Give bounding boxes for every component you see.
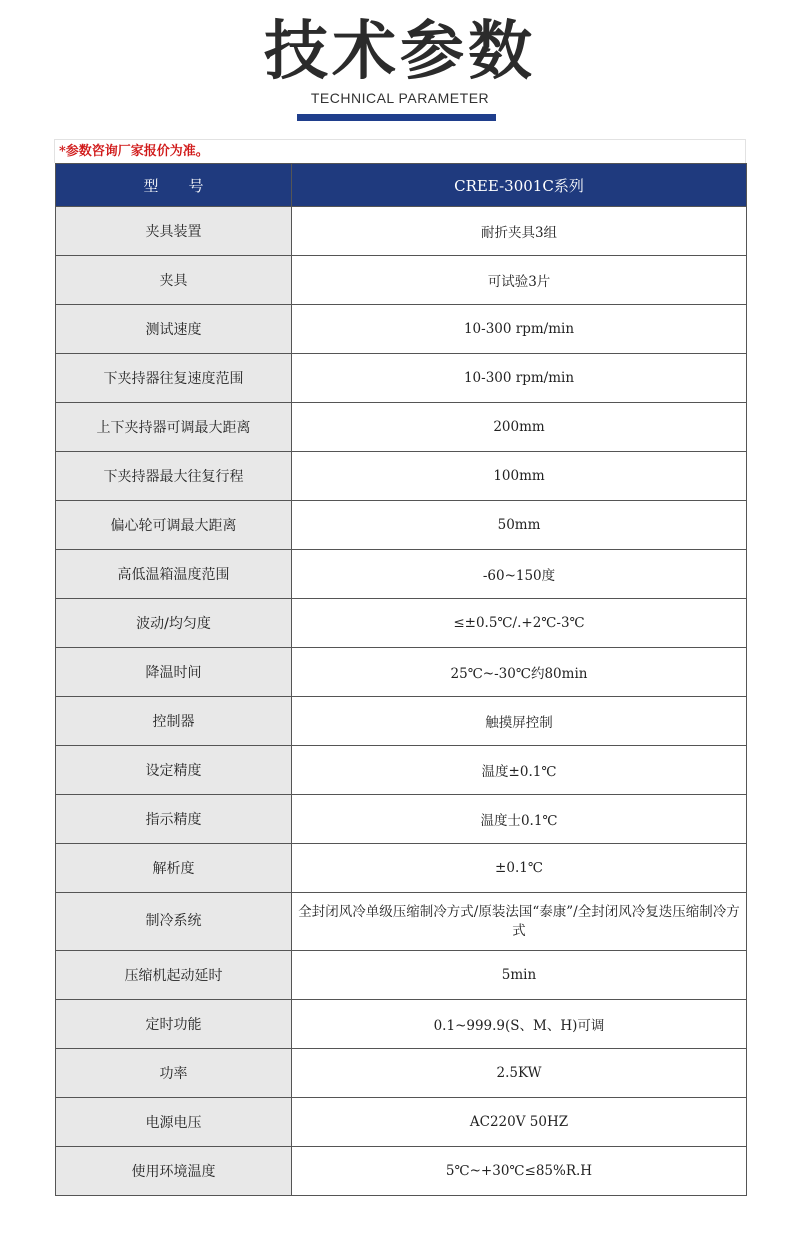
- table-row: [56, 746, 747, 795]
- table-row: [56, 951, 747, 1000]
- param-value: 5min: [292, 951, 747, 1000]
- param-value: 温度±0.1℃: [292, 746, 747, 795]
- header-key-cell: 型 号: [56, 164, 292, 207]
- table-row: [56, 1147, 747, 1196]
- param-name: 使用环境温度: [56, 1147, 292, 1196]
- param-name: 上下夹持器可调最大距离: [56, 403, 292, 452]
- param-value: 5℃~+30℃≤85%R.H: [292, 1147, 747, 1196]
- table-row: [56, 1098, 747, 1147]
- param-name: 测试速度: [56, 305, 292, 354]
- param-name: 解析度: [56, 844, 292, 893]
- param-name: 夹具装置: [56, 207, 292, 256]
- param-name: 降温时间: [56, 648, 292, 697]
- param-name: 设定精度: [56, 746, 292, 795]
- param-name: 制冷系统: [56, 893, 292, 951]
- table-row: [56, 403, 747, 452]
- price-note: *参数咨询厂家报价为准。: [59, 144, 209, 159]
- param-name: 指示精度: [56, 795, 292, 844]
- table-row: [56, 207, 747, 256]
- param-name: 电源电压: [56, 1098, 292, 1147]
- table-row: [56, 550, 747, 599]
- table-row: [56, 844, 747, 893]
- param-value: 25℃~-30℃约80min: [292, 648, 747, 697]
- param-name: 偏心轮可调最大距离: [56, 501, 292, 550]
- table-row: [56, 795, 747, 844]
- param-value: 温度士0.1℃: [292, 795, 747, 844]
- param-value: 2.5KW: [292, 1049, 747, 1098]
- param-value: -60~150度: [292, 550, 747, 599]
- table-row: [56, 256, 747, 305]
- table-row: [56, 305, 747, 354]
- table-row: [56, 354, 747, 403]
- param-name: 波动/均匀度: [56, 599, 292, 648]
- note-box: [54, 139, 746, 163]
- param-value: 0.1~999.9(S、M、H)可调: [292, 1000, 747, 1049]
- param-value: AC220V 50HZ: [292, 1098, 747, 1147]
- table-row: [56, 648, 747, 697]
- param-value: 全封闭风冷单级压缩制冷方式/原装法国“泰康”/全封闭风冷复迭压缩制冷方式: [292, 893, 747, 951]
- parameter-table: [55, 163, 747, 1196]
- param-value: 200mm: [292, 403, 747, 452]
- table-row: [56, 1049, 747, 1098]
- page-subtitle: TECHNICAL PARAMETER: [310, 90, 490, 106]
- param-name: 功率: [56, 1049, 292, 1098]
- param-name: 定时功能: [56, 1000, 292, 1049]
- table-row: [56, 501, 747, 550]
- page-title: 技术参数: [264, 15, 536, 89]
- table-header-row: [56, 164, 747, 207]
- param-value: 可试验3片: [292, 256, 747, 305]
- param-value: 50mm: [292, 501, 747, 550]
- param-name: 控制器: [56, 697, 292, 746]
- title-block: [0, 0, 800, 125]
- table-row: [56, 452, 747, 501]
- param-value: ±0.1℃: [292, 844, 747, 893]
- param-name: 下夹持器往复速度范围: [56, 354, 292, 403]
- param-value: 10-300 rpm/min: [292, 354, 747, 403]
- param-name: 高低温箱温度范围: [56, 550, 292, 599]
- table-row: [56, 599, 747, 648]
- table-row: [56, 697, 747, 746]
- param-name: 夹具: [56, 256, 292, 305]
- param-value: 触摸屏控制: [292, 697, 747, 746]
- title-underline: [297, 114, 496, 121]
- table-row: [56, 1000, 747, 1049]
- param-value: ≤±0.5℃/.+2℃-3℃: [292, 599, 747, 648]
- param-value: 耐折夹具3组: [292, 207, 747, 256]
- table-row: [56, 893, 747, 951]
- param-name: 压缩机起动延时: [56, 951, 292, 1000]
- header-value-cell: CREE-3001C系列: [292, 164, 747, 207]
- param-value: 10-300 rpm/min: [292, 305, 747, 354]
- param-name: 下夹持器最大往复行程: [56, 452, 292, 501]
- param-value: 100mm: [292, 452, 747, 501]
